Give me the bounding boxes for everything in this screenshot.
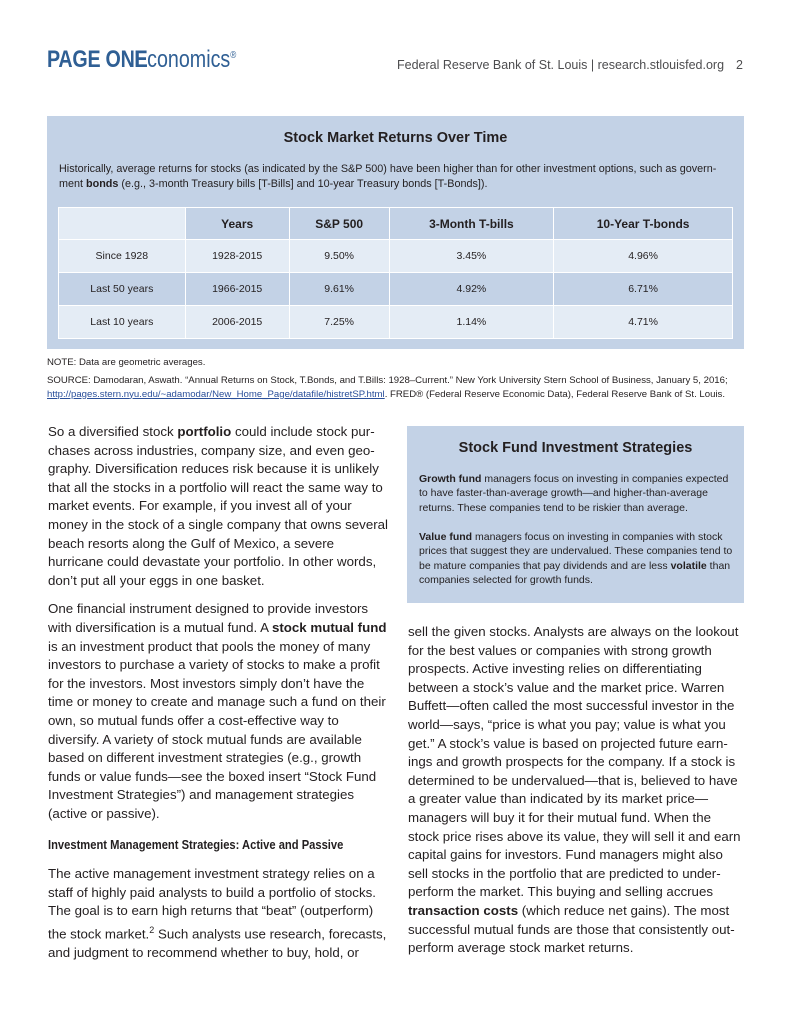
paragraph-mutual-fund — [48, 600, 388, 823]
table-cell: 4.96% — [554, 240, 733, 273]
strategies-box-title: Stock Fund Investment Strategies — [458, 440, 693, 456]
table-cell: 1.14% — [389, 306, 554, 339]
table-header-cell — [59, 208, 186, 240]
intro-bold-bonds: bonds — [86, 178, 119, 190]
table-row — [59, 240, 733, 273]
volatile-term: volatile — [670, 559, 707, 572]
value-fund-text: managers focus on investing in companies with stock prices that suggest they are undervalued. These companies tend to be mature companies that pay dividends and are less — [419, 531, 733, 572]
page-header-info — [397, 58, 743, 72]
paragraph-diversification — [48, 423, 388, 590]
intro-text-post: (e.g., 3-month Treasury bills [T-Bills] and 10-year Treasury bonds [T-Bonds]). — [118, 178, 488, 190]
logo-light-text — [134, 46, 236, 74]
table-cell: 1966-2015 — [185, 273, 289, 306]
logo-economics-word: Economics — [134, 46, 231, 73]
table-cell: Last 10 years — [59, 306, 186, 339]
table-header-cell: 10-Year T-bonds — [554, 208, 733, 240]
table-row — [59, 273, 733, 306]
intro-text-pre: Historically, average returns for stocks (as indicated by the S&P 500) have been higher than for other investment options, such as govern-ment — [59, 163, 717, 190]
source-link[interactable]: http://pages.stern.nyu.edu/~adamodar/New_Home_Page/datafile/histretSP.html — [47, 388, 385, 400]
table-cell: 3.45% — [389, 240, 554, 273]
p1-pre: So a diversified stock — [48, 424, 178, 439]
p3-post: Such analysts use research, forecasts, and judgment to recommend whether to buy, hold, or — [48, 926, 387, 960]
p2-pre: One financial instrument designed to provide investors with diversification is a mutual fund. A — [48, 601, 369, 635]
table-cell: 9.50% — [289, 240, 389, 273]
table-cell: 9.61% — [289, 273, 389, 306]
table-cell: Last 50 years — [59, 273, 186, 306]
rp-pre: sell the given stocks. Analysts are always on the lookout for the best values or companies with strong growth prospects. Active investing relies on differentiating between a stock’s value and the market price. Warren Buffett—often called the most successful investor in the world—says, “price is what you pay; value is what you get.” A stock’s value is based on projected future earn-ings and growth prospects for the company. If a stock is determined to be undervalued—that is, believed to have a greater value than indicated by its market price—managers will buy it for their mutual fund. When the stock price rises above its value, they will sell it and earn capital gains for investors. Fund managers might also sell stocks in the portfolio that are predicted to under-perform the market. This buying and selling accrues — [408, 624, 741, 900]
section-subheading: Investment Management Strategies: Active and Passive — [48, 837, 344, 853]
p2-bold-stock-mutual-fund: stock mutual fund — [271, 619, 387, 635]
table-header-cell: 3-Month T-bills — [389, 208, 554, 240]
growth-fund-term: Growth fund — [419, 473, 482, 485]
table-source — [47, 374, 747, 401]
returns-table — [58, 207, 733, 339]
table-cell: 6.71% — [554, 273, 733, 306]
returns-box-title: Stock Market Returns Over Time — [283, 130, 508, 146]
table-note: NOTE: Data are geometric averages. — [47, 357, 206, 368]
growth-fund-text: managers focus on investing in companies expected to have faster-than-average growth—and higher-than-average returns. These companies tend to be riskier than average. — [419, 473, 729, 514]
returns-box-intro — [59, 162, 731, 192]
p3-pre: The active management investment strategy relies on a staff of highly paid analysts to build a portfolio of stocks. The goal is to earn high returns that “beat” (outperform) the stock market. — [48, 866, 376, 942]
p1-post: could include stock pur-chases across industries, company size, and even geo-graphy. Diversification reduces risk because it is unlikely that all the stocks in a portfolio will react the same way to market events. For example, if you invest all of your money in the stock of a single company that owns several beach resorts along the Gulf of Mexico, a severe hurricane could devastate your portfolio. In other words, don’t put all your eggs in one basket. — [48, 424, 388, 588]
paragraph-active-management — [48, 865, 388, 962]
page-number: 2 — [736, 58, 743, 72]
table-cell: 4.71% — [554, 306, 733, 339]
value-fund-paragraph — [419, 530, 733, 587]
logo-registered-mark: ® — [230, 50, 237, 61]
source-text: SOURCE: Damodaran, Aswath. “Annual Returns on Stock, T.Bonds, and T.Bills: 1928–Current.” New York University Stern School of Business, January 5, 2016; — [47, 375, 728, 386]
rp-post: (which reduce net gains). The most successful mutual funds are those that consistently out-perform average stock market returns. — [408, 902, 735, 956]
paragraph-active-investing — [408, 623, 744, 958]
table-header-cell: Years — [185, 208, 289, 240]
table-cell: 1928-2015 — [185, 240, 289, 273]
value-fund-term: Value fund — [419, 531, 473, 543]
table-cell: 2006-2015 — [185, 306, 289, 339]
left-column — [48, 423, 388, 972]
growth-fund-paragraph — [419, 472, 733, 515]
logo-bold-text: PAGE ONE — [47, 46, 148, 73]
page-one-economics-logo — [47, 46, 237, 78]
rp-bold-transaction-costs: transaction costs — [408, 902, 519, 918]
table-header-row — [59, 208, 733, 240]
table-header-cell: S&P 500 — [289, 208, 389, 240]
table-cell: 7.25% — [289, 306, 389, 339]
publisher-text: Federal Reserve Bank of St. Louis | research.stlouisfed.org — [397, 58, 725, 72]
table-cell: 4.92% — [389, 273, 554, 306]
value-fund-tail: than companies selected for growth funds. — [419, 559, 731, 586]
table-row — [59, 306, 733, 339]
footnote-ref: 2 — [149, 924, 155, 935]
source-tail: . FRED® (Federal Reserve Economic Data), Federal Reserve Bank of St. Louis. — [384, 388, 726, 400]
right-column — [408, 623, 744, 958]
stock-market-returns-box — [47, 116, 744, 349]
table-cell: Since 1928 — [59, 240, 186, 273]
p2-post: is an investment product that pools the money of many investors to purchase a variety of stocks to make a profit for the investors. Most investors simply don’t have the time or money to create and manage such a fund on their own, so mutual funds offer a cost-effective way to diversify. A variety of stock mutual funds are available based on different investment strategies (e.g., growth funds or value funds—see the boxed insert “Stock Fund Investment Strategies”) and management strategies (active or passive). — [48, 638, 386, 821]
p1-bold-portfolio: portfolio — [177, 424, 232, 439]
